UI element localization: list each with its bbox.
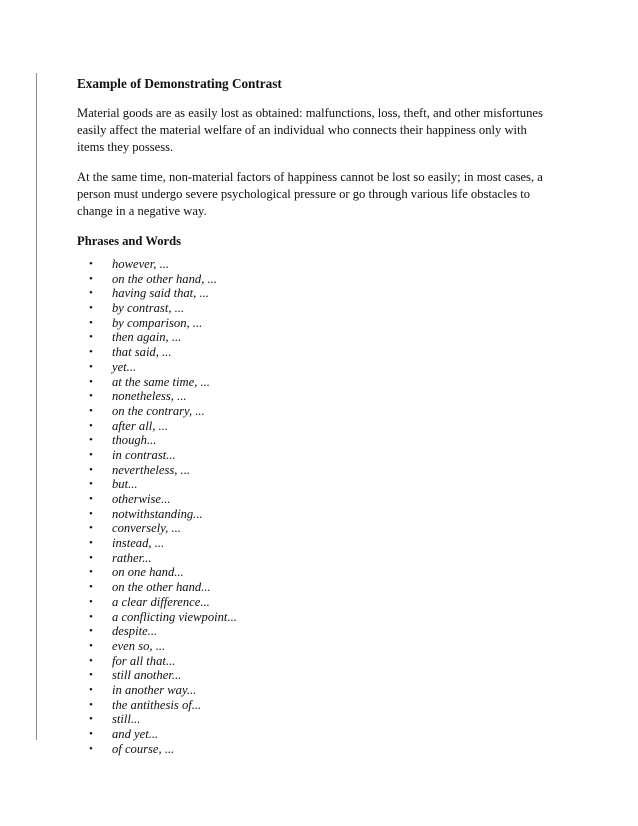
list-item [77,433,547,448]
list-item [77,595,547,610]
phrase-text: a conflicting viewpoint... [112,609,237,624]
list-item [77,683,547,698]
list-item [77,286,547,301]
list-item [77,375,547,390]
phrase-text: after all, ... [112,418,168,433]
bullet-icon: • [89,258,93,270]
phrase-text: even so, ... [112,638,166,653]
phrase-text: by contrast, ... [112,301,185,316]
phrase-text: having said that, ... [112,286,209,301]
list-item [77,624,547,639]
phrase-text: at the same time, ... [112,374,210,389]
bullet-icon: • [89,507,93,520]
bullet-icon: • [89,287,93,300]
phrase-text: but... [112,477,138,492]
bullet-icon: • [89,493,93,505]
bullet-icon: • [89,566,93,579]
phrase-text: of course, ... [112,741,175,756]
list-item [77,742,547,757]
phrase-text: that said, ... [112,345,172,360]
list-item [77,536,547,551]
bullet-icon: • [89,478,93,491]
list-item [77,389,547,404]
phrase-text: on one hand... [112,565,184,580]
bullet-icon: • [89,581,93,594]
left-margin-rule [36,73,37,740]
list-item [77,463,547,478]
phrase-text: despite... [112,624,158,639]
phrases-heading: Phrases and Words [77,234,182,248]
list-item [77,477,547,492]
bullet-icon: • [89,331,93,344]
phrase-text: a clear difference... [112,594,210,609]
phrase-text: on the contrary, ... [112,403,205,418]
document-title: Example of Demonstrating Contrast [77,76,282,91]
phrase-text: still... [112,712,141,727]
bullet-icon: • [89,434,93,447]
bullet-icon: • [89,713,93,726]
list-item [77,345,547,360]
bullet-icon: • [89,375,93,388]
paragraph-material-goods: Material goods are as easily lost as obtained: malfunctions, loss, theft, and other misfortunes easily affect the material welfare of an individual who connects their happiness only with items they possess. [77,106,543,154]
bullet-icon: • [89,419,93,432]
phrase-text: by comparison, ... [112,315,203,330]
phrase-text: for all that... [112,653,176,668]
phrase-text: the antithesis of... [112,697,202,712]
list-item [77,654,547,669]
list-item [77,565,547,580]
bullet-icon: • [89,537,93,550]
phrase-text: still another... [112,668,182,683]
phrase-text: notwithstanding... [112,506,203,521]
list-item [77,639,547,654]
bullet-icon: • [89,522,93,535]
bullet-icon: • [89,625,93,638]
list-item [77,301,547,316]
list-item [77,316,547,331]
phrase-text: then again, ... [112,330,182,345]
list-item [77,330,547,345]
phrase-text: on the other hand, ... [112,271,217,286]
list-item [77,360,547,375]
list-item [77,727,547,742]
phrase-text: though... [112,433,157,448]
list-item [77,507,547,522]
bullet-icon: • [89,346,93,359]
phrase-text: yet... [112,359,137,374]
list-item [77,448,547,463]
list-item [77,668,547,683]
document-body [77,76,547,756]
list-item [77,580,547,595]
bullet-icon: • [89,448,93,461]
phrase-text: however, ... [112,257,170,271]
bullet-icon: • [89,272,93,285]
bullet-icon: • [89,698,93,711]
list-item [77,610,547,625]
bullet-icon: • [89,654,93,667]
bullet-icon: • [89,404,93,417]
bullet-icon: • [89,610,93,623]
list-item [77,492,547,507]
phrase-text: nonetheless, ... [112,389,187,404]
list-item [77,257,547,272]
bullet-icon: • [89,728,93,740]
bullet-icon: • [89,360,93,373]
bullet-icon: • [89,316,93,329]
list-item [77,272,547,287]
phrase-text: nevertheless, ... [112,462,190,477]
bullet-icon: • [89,683,93,696]
phrase-text: otherwise... [112,492,171,506]
phrase-text: rather... [112,550,152,565]
phrase-text: conversely, ... [112,521,181,536]
list-item [77,698,547,713]
phrase-text: instead, ... [112,536,165,551]
phrase-text: and yet... [112,727,159,741]
bullet-icon: • [89,639,93,652]
list-item [77,419,547,434]
phrase-list [77,257,547,756]
bullet-icon: • [89,669,93,682]
bullet-icon: • [89,551,93,564]
bullet-icon: • [89,595,93,608]
phrase-text: in contrast... [112,447,176,462]
list-item [77,712,547,727]
bullet-icon: • [89,390,93,403]
list-item [77,551,547,566]
phrase-text: on the other hand... [112,580,211,595]
bullet-icon: • [89,742,93,755]
bullet-icon: • [89,302,93,315]
list-item [77,404,547,419]
phrase-text: in another way... [112,682,197,697]
paragraph-non-material-factors: At the same time, non-material factors of happiness cannot be lost so easily; in most cases, a person must undergo severe psychological pressure or go through various life obstacles to change in a negative way. [77,170,543,218]
bullet-icon: • [89,463,93,476]
list-item [77,521,547,536]
